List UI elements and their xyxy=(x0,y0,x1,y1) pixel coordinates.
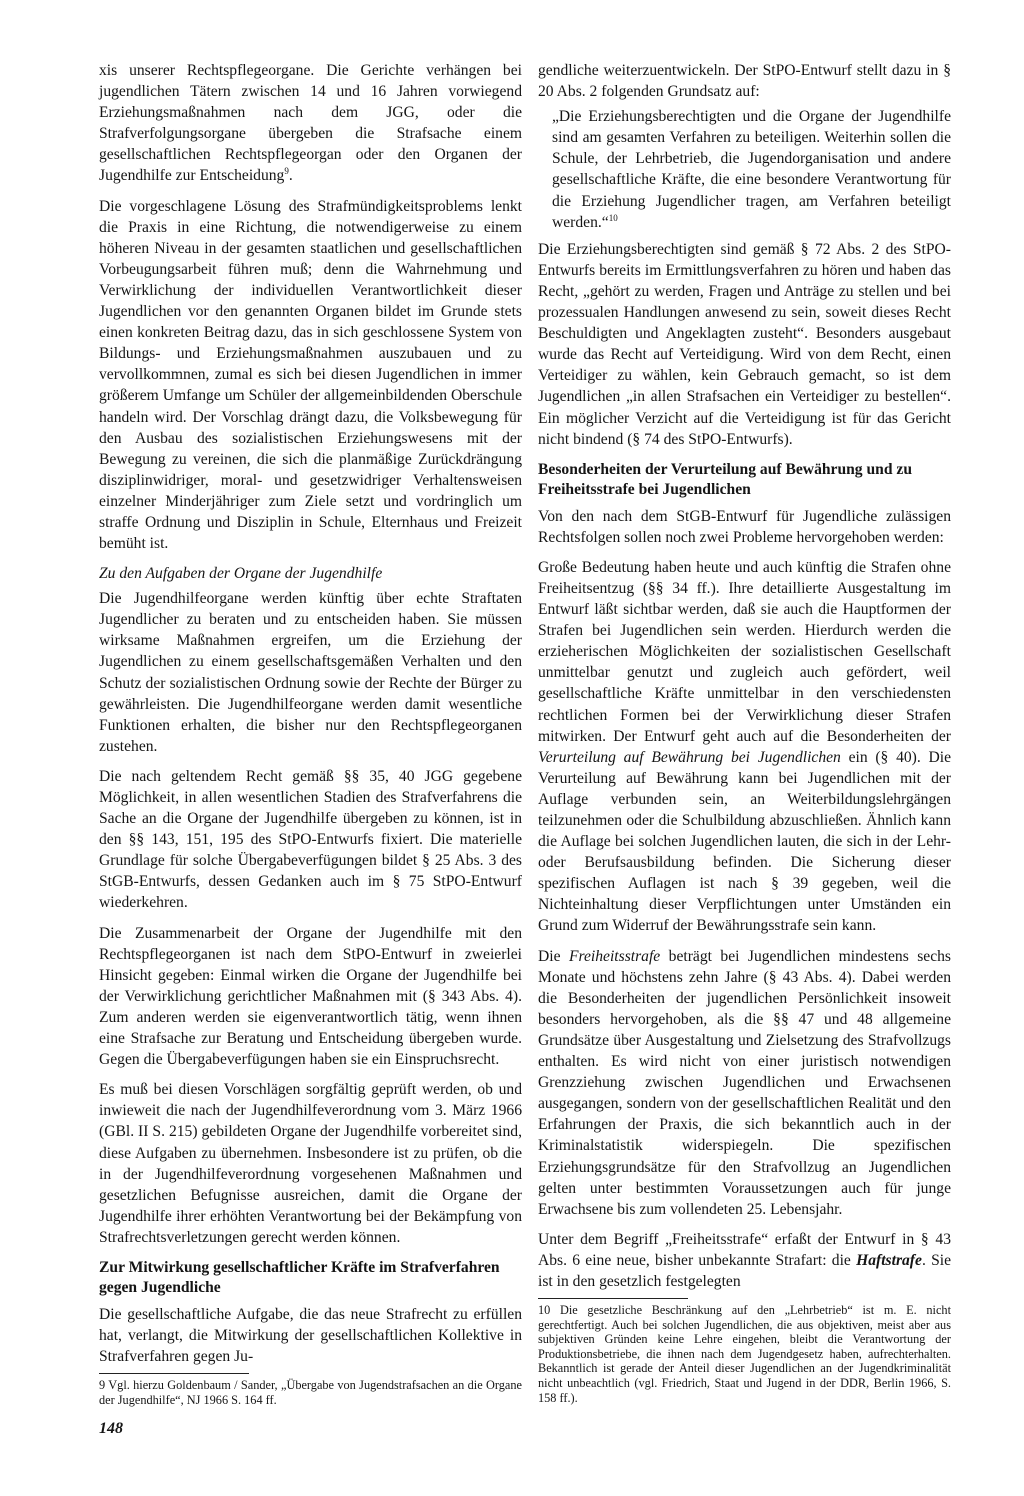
paragraph: Die Jugendhilfeorgane werden künftig über echte Straftaten Jugendlicher zu beraten und zu entscheiden haben. Sie müssen wirksame Maßnahmen ergreifen, um die Erziehung der Jugendlichen zu einem gesellschaftsgemäßen Verhalten und den Schutz der sozialistischen Ordnung sowie der Rechte der Bürger zu gewährleisten. Die Jugendhilfeorgane werden damit wesentliche Funktionen erhalten, die bisher nur den Rechtspflegeorganen zustehen. xyxy=(99,590,522,755)
footnote-ref: 10 xyxy=(608,212,618,223)
footnote: 9 Vgl. hierzu Goldenbaum / Sander, „Übergabe von Jugendstrafsachen an die Organe der Jugendhilfe“, NJ 1966 S. 164 ff. xyxy=(99,1378,522,1407)
left-column xyxy=(99,60,522,1416)
section-heading: Zu den Aufgaben der Organe der Jugendhilfe xyxy=(99,565,383,583)
quote: „Die Erziehungsberechtigten und die Organe der Jugendhilfe sind am gesamten Verfahren zu beteiligen. Weiterhin sollen die Schule, der Lehrbetrieb, die Jugendorganisation und andere gesellschaftliche Kräfte, die eine besondere Verantwortung für die Erziehung Jugendlicher tragen, am Verfahren beteiligt werden.“$^{10}$ xyxy=(552,108,951,231)
section-heading: Zur Mitwirkung gesellschaftlicher Kräfte im Strafverfahren gegen Jugendliche xyxy=(99,1258,500,1296)
right-column xyxy=(538,60,951,1414)
paragraph: Große Bedeutung haben heute und auch künftig die Strafen ohne Freiheitsentzug (§§ 34 ff.). Ihre detaillierte Ausgestaltung im Entwurf läßt sichtbar werden, daß sie auch die Hauptformen der Strafen bei Jugendlichen sein werden. Hierdurch werden die erzieherischen Möglichkeiten der sozialistischen Gesellschaft unmittelbar genutzt und zugleich auch gefördert, weil gesellschaftliche Kräfte unmittelbar in den verschiedensten rechtlichen Formen bei der Verwirklichung dieser Strafen mitwirken. Der Entwurf geht auch auf die Besonderheiten der Verurteilung auf Bewährung bei Jugendlichen ein (§ 40). Die Verurteilung auf Bewährung kann bei Jugendlichen mit der Auflage verbunden sein, an Weiterbildungslehrgängen teilzunehmen oder die Schulbildung abzuschließen. Ähnlich kann die Auflage bei solchen Jugendlichen lauten, die sich in der Lehr- oder Berufsausbildung befinden. Die Sicherung dieser spezifischen Auflagen ist nach § 39 gegeben, weil die Nichteinhaltung dieser Verpflichtungen unter Umständen ein Grund zum Widerruf der Bewährungsstrafe sein kann. xyxy=(538,558,952,935)
footnote-ref: 9 xyxy=(284,166,289,177)
paragraph: gendliche weiterzuentwickeln. Der StPO-Entwurf stellt dazu in § 20 Abs. 2 folgenden Grundsatz auf: xyxy=(538,62,951,101)
paragraph: Die gesellschaftliche Aufgabe, die das neue Strafrecht zu erfüllen hat, verlangt, die Mitwirkung der gesellschaftlichen Kollektive in Strafverfahren gegen Ju- xyxy=(99,1305,522,1366)
footnote-divider xyxy=(538,1298,688,1299)
paragraph: Von den nach dem StGB-Entwurf für Jugendliche zulässigen Rechtsfolgen sollen noch zwei Probleme hervorgehoben werden: xyxy=(538,507,951,546)
paragraph: Es muß bei diesen Vorschlägen sorgfältig geprüft werden, ob und inwieweit die nach der Jugendhilfeverordnung vom 3. März 1966 (GBl. II S. 215) gebildeten Organe der Jugendhilfe vorbereitet sind, diese Aufgaben zu übernehmen. Insbesondere ist zu prüfen, ob die in der Jugendhilfeverordnung vorgesehenen Maßnahmen und gesetzlichen Befugnisse ausreichen, damit die Organe der Jugendhilfe ihrer erhöhten Verantwortung bei der Bekämpfung von Strafrechtsverletzungen gerecht werden können. xyxy=(99,1081,522,1246)
footnote-divider xyxy=(99,1373,249,1374)
paragraph: Die vorgeschlagene Lösung des Strafmündigkeitsproblems lenkt die Praxis in eine Richtung, die notwendigerweise zu einem höheren Niveau in der gesamten staatlichen und gesellschaftlichen Vorbeugungsarbeit führen muß; denn die Wahrnehmung und Verwirklichung der individuellen Verantwortlichkeit dieser Jugendlichen vor den genannten Organen bildet im Grunde stets einen konkreten Beitrag dazu, das in sich geschlossene System von Bildungs- und Erziehungsmaßnahmen auszubauen und zu vervollkommnen, zumal es sich bei diesen Jugendlichen in immer größerem Umfange um Schüler der allgemeinbildenden Oberschule handeln wird. Der Vorschlag drängt dazu, die Volksbewegung für den Ausbau des sozialistischen Erziehungswesens mit der Bewegung zu vereinen, die sich die planmäßige Zurückdrängung disziplinwidriger, moral- und gesetzwidriger Verhaltensweisen einzelner Minderjähriger zum Ziele setzt und vordringlich um straffe Ordnung und Disziplin in Schule, Elternhaus und Freizeit bemüht ist. xyxy=(99,197,522,553)
footnote: 10 Die gesetzliche Beschränkung auf den „Lehrbetrieb“ ist m. E. nicht gerechtfertigt. Auch bei solchen Jugendlichen, die aus objektiven, meist aber aus subjektiven Gründen keine Lehre eingehen, bleibt die Verantwortung der Produktionsbetriebe, die ihnen nach dem Jugendgesetz haben, aufrechterhalten. Bekanntlich ist gerade der Anteil dieser Jugendlichen an der Jugendkriminalität nicht unbeachtlich (vgl. Friedrich, Staat und Jugend in der DDR, Berlin 1966, S. 158 ff.). xyxy=(538,1303,951,1405)
paragraph: xis unserer Rechtspflegeorgane. Die Gerichte verhängen bei jugendlichen Tätern zwischen 14 und 16 Jahren vorwiegend Erziehungsmaßnahmen nach dem JGG, oder die Strafverfolgungsorgane übergeben die Strafsache einem gesellschaftlichen Rechtspflegeorgan oder den Organen der Jugendhilfe zur Entscheidung$^9$. xyxy=(99,62,522,185)
paragraph: Die nach geltendem Recht gemäß §§ 35, 40 JGG gegebene Möglichkeit, in allen wesentlichen Stadien des Strafverfahrens die Sache an die Organe der Jugendhilfe übergeben zu können, ist in den §§ 143, 151, 195 des StPO-Entwurfs fixiert. Die materielle Grundlage für solche Übergabeverfügungen bildet § 25 Abs. 3 des StGB-Entwurfs, dessen Gedanken auch im § 75 StPO-Entwurf wiederkehren. xyxy=(99,767,522,912)
section-heading: Besonderheiten der Verurteilung auf Bewährung und zu Freiheitsstrafe bei Jugendlichen xyxy=(538,460,913,498)
paragraph: Die Erziehungsberechtigten sind gemäß § 72 Abs. 2 des StPO-Entwurfs bereits im Ermittlungsverfahren zu hören und haben das Recht, „gehört zu werden, Fragen und Anträge zu stellen und bei prozessualen Handlungen anwesend zu sein, soweit dieses Recht Beschuldigten und Angeklagten zusteht“. Besonders ausgebaut wurde das Recht auf Verteidigung. Wird von dem Recht, einen Verteidiger zu wählen, kein Gebrauch gemacht, so ist dem Jugendlichen „in allen Strafsachen ein Verteidiger zu bestellen“. Ein möglicher Verzicht auf die Verteidigung ist für das Gericht nicht bindend (§ 74 des StPO-Entwurfs). xyxy=(538,240,951,448)
page-number: 148 xyxy=(99,1420,123,1437)
paragraph: Die Zusammenarbeit der Organe der Jugendhilfe mit den Rechtspflegeorganen ist nach dem StPO-Entwurf in zweierlei Hinsicht gegeben: Einmal wirken die Organe der Jugendhilfe bei der Verwirklichung gerichtlicher Maßnahmen mit (§ 343 Abs. 4). Zum anderen werden sie eigenverantwortlich tätig, wenn ihnen eine Strafsache zur Beratung und Entscheidung übergeben wurde. Gegen die Übergabeverfügungen haben sie ein Einspruchsrecht. xyxy=(99,924,522,1069)
paragraph: Unter dem Begriff „Freiheitsstrafe“ erfaßt der Entwurf in § 43 Abs. 6 eine neue, bisher unbekannte Strafart: die Haftstrafe. Sie ist in den gesetzlich festgelegten xyxy=(538,1230,951,1290)
paragraph: Die Freiheitsstrafe beträgt bei Jugendlichen mindestens sechs Monate und höchstens zehn Jahre (§ 43 Abs. 4). Dabei werden die Besonderheiten der jugendlichen Persönlichkeit insoweit besonders hervorgehoben, als die §§ 47 und 48 allgemeine Grundsätze über Ausgestaltung und Zielsetzung des Strafvollzugs enthalten. Es wird nicht von einer juristisch notwendigen Grenzziehung zwischen Jugendlichen und Erwachsenen ausgegangen, sondern von der gesellschaftlichen Realität und den Erfahrungen der Praxis, die sich bekanntlich auch in der Kriminalstatistik widerspiegeln. Die spezifischen Erziehungsgrundsätze für den Strafvollzug an Jugendlichen gelten unter bestimmten Voraussetzungen auch für junge Erwachsene bis zum vollendeten 25. Lebensjahr. xyxy=(538,947,951,1218)
